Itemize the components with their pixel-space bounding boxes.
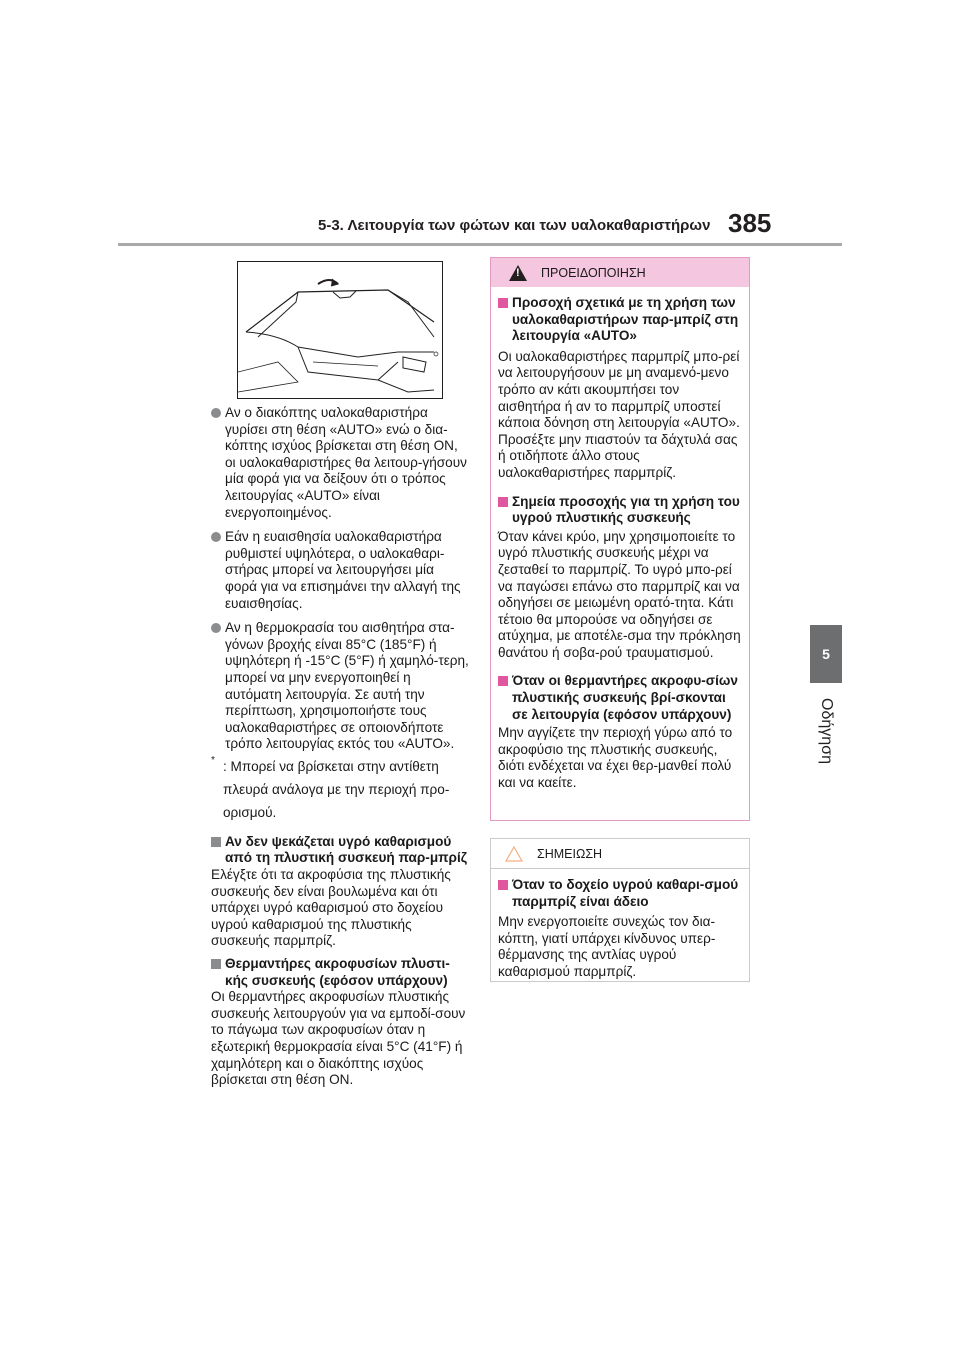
note-heading [498,877,742,910]
page-number: 385 [728,208,772,238]
bullet-dot-icon [211,532,221,542]
warning-title: ΠΡΟΕΙΔΟΠΟΙΗΣΗ [541,265,646,280]
bullet-item [211,405,469,521]
section-title: 5-3. Λειτουργία των φώτων και των υαλοκαθαριστήρων [318,217,711,234]
section-heading [211,834,469,867]
rain-sensor-illustration [237,261,443,399]
bullet-text: Αν ο διακόπτης υαλοκαθαριστήρα γυρίσει στη θέση «AUTO» ενώ ο δια-κόπτης ισχύος βρίσκεται στη θέση ON, οι υαλοκαθαριστήρες θα λειτουρ-γήσουν μία φορά για να δείξουν ότι ο τρόπος λειτουργίας «AUTO» είναι ενεργοποιημένος. [225,405,467,520]
section-text: Ελέγξτε ότι τα ακροφύσια της πλυστικής συσκευής δεν είναι βουλωμένα και ότι υπάρχει υγρό καθαρισμού στο δοχείου υγρού καθαρισμού της πλυστικής συσκευής παρμπρίζ. [211,867,451,949]
car-windshield-drawing [238,262,442,398]
chapter-label-container [808,690,844,772]
footnote [211,755,469,824]
warning-section-heading [498,673,742,723]
section-text: Οι θερμαντήρες ακροφυσίων πλυστικής συσκευής λειτουργούν για να εμποδί-σουν το πάγωμα των ακροφυσίων όταν η εξωτερική θερμοκρασία είναι 5°C (41°F) ή χαμηλότερη και ο διακόπτης ισχύος βρίσκεται στη θέση ON. [211,989,466,1088]
warning-heading-text: Σημεία προσοχής για τη χρήση του υγρού πλυστικής συσκευής [512,493,740,526]
bullet-item [211,620,469,753]
warning-header [491,258,749,287]
warning-section-text: Όταν κάνει κρύο, μην χρησιμοποιείτε το υγρό πλυστικής συσκευής μέχρι να ζεσταθεί το παρμπρίζ. Το υγρό μπο-ρεί να παγώσει επάνω στο παρμπρίζ και να οδηγήσει σε μειωμένη ορατό-τητα. Κάτι τέτοιο θα μπορούσε να οδηγήσει σε ατύχημα, με αποτέλε-σμα την πρόκληση θανάτου ή σοβα-ρού τραυματισμού. [498,528,741,660]
left-column [211,405,469,1095]
note-heading-text: Όταν το δοχείο υγρού καθαρι-σμού παρμπρίζ είναι άδειο [512,877,739,909]
square-marker-icon [498,298,508,308]
note-header [491,839,749,869]
warning-section-heading [498,295,742,345]
footnote-text: : Μπορεί να βρίσκεται στην αντίθετη πλευρά ανάλογα με την περιοχή προ-ορισμού. [223,758,450,820]
square-marker-icon [211,959,221,969]
square-marker-icon [498,676,508,686]
warning-section-text: Οι υαλοκαθαριστήρες παρμπρίζ μπο-ρεί να λειτουργήσουν με μη αναμενό-μενο τρόπο αν κάτι ακουμπήσει τον αισθητήρα ή αν το παρμπρίζ υποστεί κάποια δόνηση στη λειτουργία «AUTO». Προσέξτε μην πιαστούν τα δάχτυλά σας ή οτιδήποτε άλλο στους υαλοκαθαριστήρες παρμπρίζ. [498,348,740,480]
warning-heading-text: Προσοχή σχετικά με τη χρήση των υαλοκαθαριστήρων παρ-μπρίζ στη λειτουργία «AUTO» [512,295,739,344]
warning-body [491,287,749,792]
note-body [491,869,749,981]
footnote-marker: * [211,754,215,766]
section-heading-text: Αν δεν ψεκάζεται υγρό καθαρισμού από τη πλυστική συσκευή παρ-μπρίζ [225,833,467,866]
warning-heading-text: Όταν οι θερμαντήρες ακροφυ-σίων πλυστικής συσκευής βρί-σκονται σε λειτουργία (εφόσον υπάρχουν) [512,673,738,722]
bullet-dot-icon [211,623,221,633]
warning-section-text: Μην αγγίζετε την περιοχή γύρω από το ακροφύσιο της πλυστικής συσκευής, διότι ενδέχεται να έχει θερ-μανθεί πολύ και να καείτε. [498,725,733,791]
warning-section-heading [498,494,742,527]
header-divider [118,243,842,246]
note-title: ΣΗΜΕΙΩΣΗ [537,846,603,861]
chapter-tab[interactable] [810,625,842,683]
chapter-number: 5 [822,646,830,662]
bullet-dot-icon [211,408,221,418]
bullet-text: Αν η θερμοκρασία του αισθητήρα στα-γόνων βροχής είναι 85°C (185°F) ή υψηλότερη ή -15°C (5°F) ή χαμηλό-τερη, μπορεί να μην ενεργοποιηθεί η αυτόματη λειτουργία. Σε αυτή την περίπτωση, χρησιμοποιήστε τους υαλοκαθαριστήρες σε οποιονδήποτε τρόπο λειτουργίας εκτός του «AUTO». [225,620,469,752]
note-text: Μην ενεργοποιείτε συνεχώς τον δια-κόπτη, γιατί υπάρχει κίνδυνος υπερ-θέρμανσης της αντλίας υγρού καθαρισμού παρμπρίζ. [498,914,716,979]
bullet-item [211,529,469,612]
warning-box [490,257,750,821]
section-heading-text: Θερμαντήρες ακροφυσίων πλυστι-κής συσκευής (εφόσον υπάρχουν) [225,956,450,988]
square-marker-icon [498,880,508,890]
warning-triangle-icon [509,265,527,281]
square-marker-icon [498,497,508,507]
caution-triangle-icon [505,846,523,862]
chapter-label: Οδήγηση [818,698,835,764]
bullet-text: Εάν η ευαισθησία υαλοκαθαριστήρα ρυθμιστεί υψηλότερα, ο υαλοκαθαρι-στήρας μπορεί να λειτουργήσει μία φορά για να επισημάνει την αλλαγή της ευαισθησίας. [225,529,461,611]
section-heading [211,956,469,989]
square-marker-icon [211,837,221,847]
note-box [490,838,750,982]
